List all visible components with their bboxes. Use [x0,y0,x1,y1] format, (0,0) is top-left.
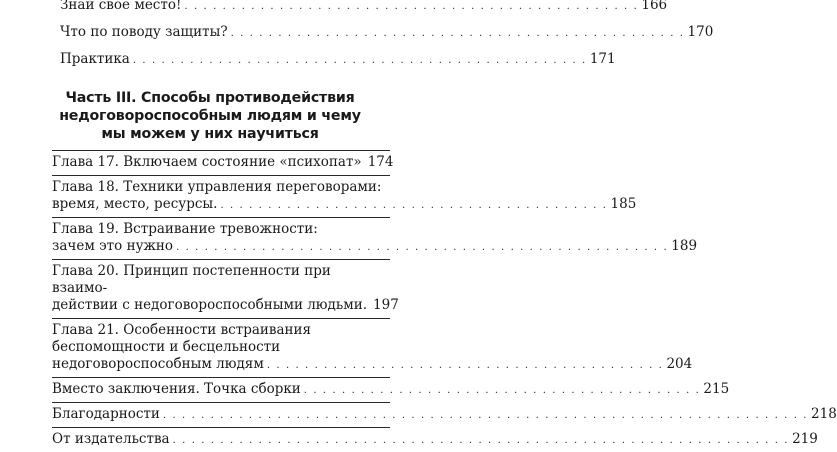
dot-leader: . . . . . . . . . . . . . . . . . . . . . . . . . . . . . . . . . . . . . . . . . . . . . . . . [184,1,639,12]
entry-title-line: зачем это нужно [52,238,174,254]
entry-title-line: Глава 18. Техники управления переговорами: [52,179,382,195]
part-heading [30,89,390,143]
entry-title-line: недоговороспособным людям [52,356,264,372]
entry-title: Благодарности [52,406,160,422]
entry-page-number: 170 [687,24,714,40]
entry-title: От издательства [52,431,170,447]
toc-entry[interactable] [52,150,394,175]
entry-page-number: 219 [792,431,818,447]
entry-title: Вместо заключения. Точка сборки [52,381,301,397]
toc-entry[interactable] [60,46,616,73]
entry-page-number: 166 [641,0,668,13]
entry-title-line: действии с недоговороспособными людьми. [52,297,368,313]
entry-title: Знай свое место! [60,0,182,13]
toc-entry[interactable] [52,318,693,377]
entry-title-line: беспомощности и бесцельности [52,339,281,355]
toc-entry[interactable] [60,0,668,19]
dot-leader: . . . . . . . . . . . . . . . . . . . . . . . . . . . . . . . . . . . . . . . . . . . . . . . . [230,28,685,39]
toc-entry[interactable] [52,175,637,217]
toc-entry[interactable] [60,19,714,46]
entry-title: Что по поводу защиты? [60,24,228,40]
dot-leader: . . . . . . . . . . . . . . . . . . . . . . . . . . . . . . . . . . . . . . . . . . [303,385,701,396]
entry-title: Глава 17. Включаем состояние «психопат» [52,154,362,170]
entry-title-line: Глава 20. Принцип постепенности при взаимо- [52,263,331,296]
entry-title-line: Глава 19. Встраивание тревожности: [52,221,318,237]
entry-page-number: 189 [671,238,698,254]
entry-page-number: 197 [373,297,399,313]
entry-title-line: время, место, ресурсы. [52,196,218,212]
dot-leader: . . . . . . . . . . . . . . . . . . . . . . . . . . . . . . . . . . . . . . . . . . . . . . . . . . . . . . . . . . . . . . . . . [172,435,790,446]
part-heading-line: мы можем у них научиться [101,126,319,142]
dot-leader: . . . . . . . . . . . . . . . . . . . . . . . . . . . . . . . . . . . . . . . . . . . . . . . . . . . . [176,242,669,253]
previous-part-entries [60,0,714,73]
entry-page-number: 204 [666,356,693,372]
dot-leader: . . . . . . . . . . . . . . . . . . . . . . . . . . . . . . . . . . . . . . . . . . . . . . . . . . . . . . . . . . . . . . . . . . . . [162,410,809,421]
dot-leader: . . . . . . . . . . . . . . . . . . . . . . . . . . . . . . . . . . . . . . . . . . . . . . . . [132,55,587,66]
entry-page-number: 215 [703,381,730,397]
toc-entry[interactable] [52,377,730,402]
entry-page-number: 218 [811,406,837,422]
dot-leader: . . . . . . . . . . . . . . . . . . . . . . . . . . . . . . . . . . . . . . . . . . [266,360,664,371]
entry-page-number: 171 [589,51,616,67]
entry-title: Практика [60,51,130,67]
part-heading-line: Часть III. Способы противодействия [65,90,355,106]
toc-entry[interactable] [52,217,698,259]
entry-page-number: 174 [367,154,394,170]
dot-leader: . . . . . . . . . . . . . . . . . . . . . . . . . . . . . . . . . . . . . . . . . [220,200,608,211]
entry-page-number: 185 [610,196,637,212]
entry-title-line: Глава 21. Особенности встраивания [52,322,312,338]
toc-entry[interactable] [52,402,837,427]
part-heading-line: недоговороспособным людям и чему [59,108,361,124]
chapter-list [52,150,837,452]
toc-entry[interactable] [52,427,818,452]
toc-entry[interactable] [52,259,399,318]
